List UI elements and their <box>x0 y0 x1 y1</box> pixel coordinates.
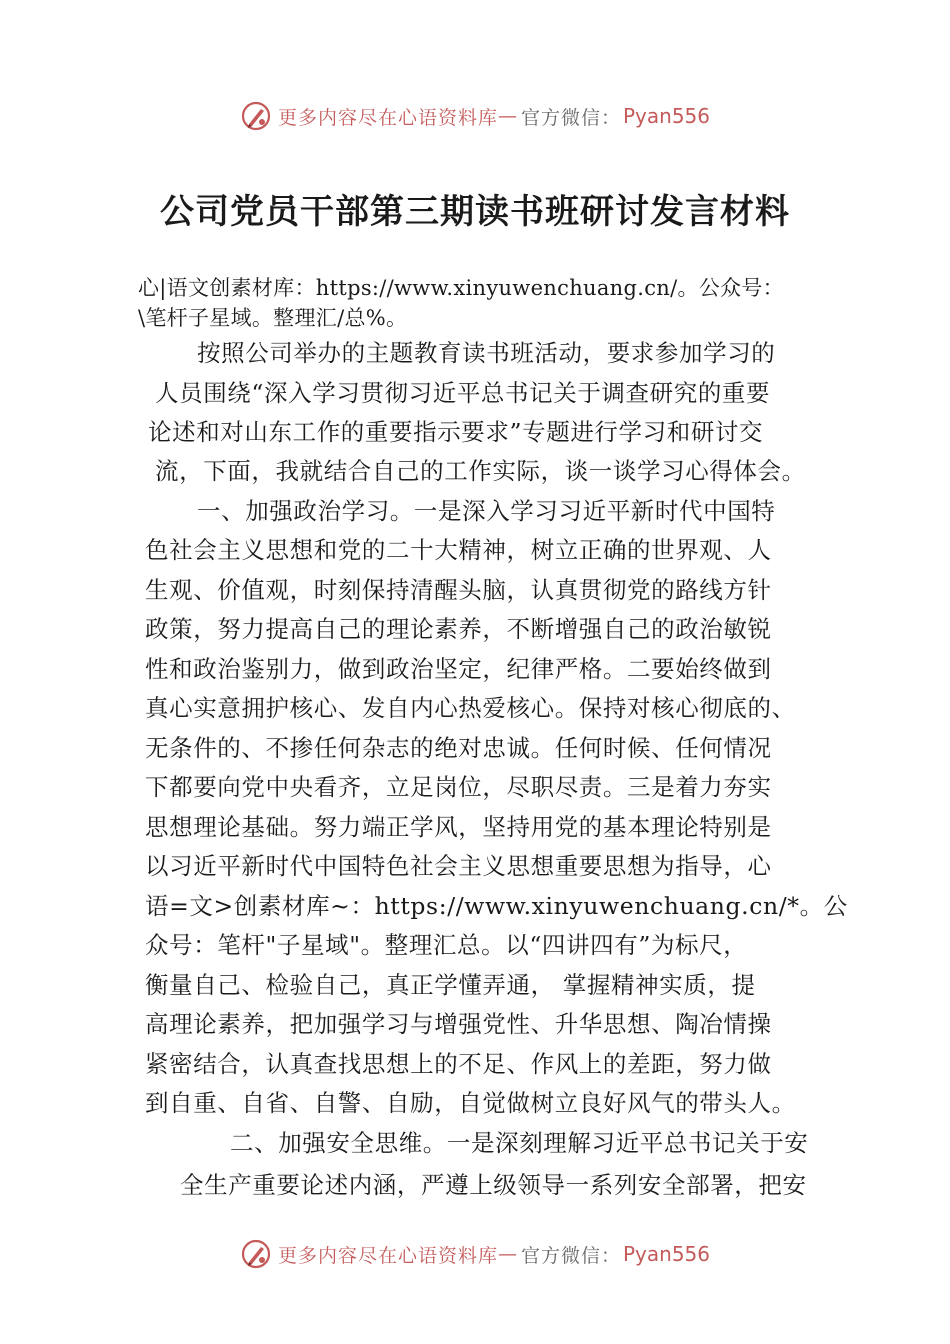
text-line: 二、加强安全思维。一是深刻理解习近平总书记关于安 <box>230 1129 809 1157</box>
banner-brand-text: 更多内容尽在心语资料库 <box>277 106 498 129</box>
text-line: 众号：笔杆"子星域"。整理汇总。以“四讲四有”为标尺， <box>145 931 748 959</box>
text-line: 心|语文创素材库：https://www.xinyuwenchuang.cn/。公众号： <box>138 276 784 300</box>
banner-wechat-id: Pyan556 <box>623 1242 711 1266</box>
text-line: 到自重、自省、自警、自励，自觉做树立良好风气的带头人。 <box>145 1089 796 1117</box>
banner-wechat-label: 官方微信： <box>520 106 621 129</box>
text-line: 论述和对山东工作的重要指示要求”专题进行学习和研讨交 <box>148 418 764 446</box>
banner-separator: — <box>497 1243 517 1265</box>
text-line: 政策，努力提高自己的理论素养，不断增强自己的政治敏锐 <box>145 615 772 643</box>
text-line: 以习近平新时代中国特色社会主义思想重要思想为指导，心 <box>145 852 772 880</box>
text-line: 人员围绕“深入学习贯彻习近平总书记关于调查研究的重要 <box>155 379 771 407</box>
text-line: 语=文>创素材库~：https://www.xinyuwenchuang.cn/*。公 <box>145 892 848 920</box>
header-banner <box>0 96 950 136</box>
text-line: 紧密结合，认真查找思想上的不足、作风上的差距，努力做 <box>145 1050 772 1078</box>
footer-banner <box>0 1234 950 1274</box>
text-line: 色社会主义思想和党的二十大精神，树立正确的世界观、人 <box>145 536 772 564</box>
text-line: 衡量自己、检验自己，真正学懂弄通， 掌握精神实质，提 <box>145 971 756 999</box>
document-title: 公司党员干部第三期读书班研讨发言材料 <box>160 192 790 232</box>
banner-brand-text: 更多内容尽在心语资料库 <box>277 1244 498 1267</box>
pen-logo-icon <box>240 100 272 132</box>
text-line: 高理论素养，把加强学习与增强党性、升华思想、陶冶情操 <box>145 1010 772 1038</box>
text-line: 全生产重要论述内涵，严遵上级领导一系列安全部署，把安 <box>180 1171 807 1199</box>
text-line: 性和政治鉴别力，做到政治坚定，纪律严格。二要始终做到 <box>145 655 772 683</box>
text-line: 无条件的、不掺任何杂志的绝对忠诚。任何时候、任何情况 <box>145 734 772 762</box>
text-line: 思想理论基础。努力端正学风，坚持用党的基本理论特别是 <box>145 813 772 841</box>
banner-wechat-id: Pyan556 <box>623 104 711 128</box>
text-line: 一、加强政治学习。一是深入学习习近平新时代中国特 <box>197 497 776 525</box>
banner-separator: — <box>497 105 517 127</box>
text-line: 生观、价值观，时刻保持清醒头脑，认真贯彻党的路线方针 <box>145 576 772 604</box>
text-line: 真心实意拥护核心、发自内心热爱核心。保持对核心彻底的、 <box>145 694 796 722</box>
text-line: 下都要向党中央看齐，立足岗位，尽职尽责。三是着力夯实 <box>145 773 772 801</box>
pen-logo-icon <box>240 1238 272 1270</box>
text-line: 按照公司举办的主题教育读书班活动，要求参加学习的 <box>197 339 776 367</box>
text-line: 流，下面，我就结合自己的工作实际，谈一谈学习心得体会。 <box>155 457 806 485</box>
text-line: \笔杆子星域。整理汇/总%。 <box>138 306 408 330</box>
banner-wechat-label: 官方微信： <box>520 1244 621 1267</box>
